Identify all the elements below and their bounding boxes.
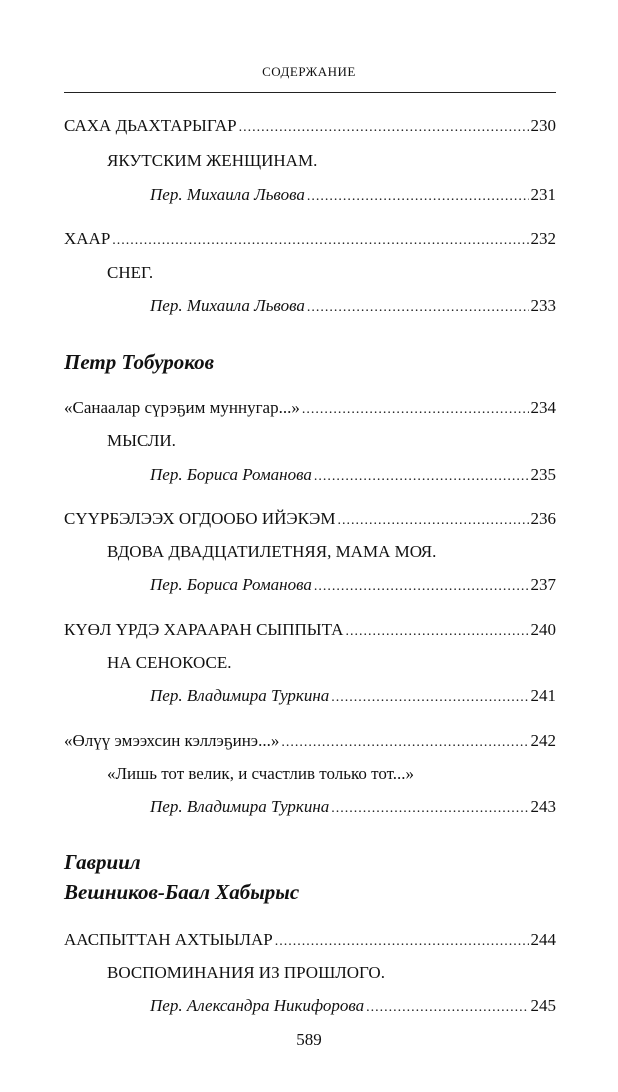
dot-leader xyxy=(314,579,529,595)
toc-translation-title xyxy=(107,431,556,455)
toc-translator-entry xyxy=(150,185,556,209)
entry-title: ВДОВА ДВАДЦАТИЛЕТНЯЯ, МАМА МОЯ. xyxy=(107,542,437,561)
toc-entry xyxy=(64,398,556,422)
dot-leader xyxy=(307,189,529,205)
toc-translation-title xyxy=(107,963,556,987)
toc-translator-entry xyxy=(150,797,556,821)
entry-title: ААСПЫТТАН АХТЫЫЛАР xyxy=(64,930,273,949)
entry-title: «Санаалар сүрэҕим муннугар...» xyxy=(64,398,300,417)
page-number: 233 xyxy=(530,296,556,315)
page-number: 237 xyxy=(530,575,556,594)
running-header: СОДЕРЖАНИЕ xyxy=(262,64,356,79)
toc-translator-entry xyxy=(150,296,556,320)
translator-credit: Пер. Владимира Туркина xyxy=(150,797,330,816)
page-folio: 589 xyxy=(296,1030,322,1049)
page-number: 235 xyxy=(530,465,556,484)
page-number: 241 xyxy=(530,686,556,705)
translator-credit: Пер. Михаила Львова xyxy=(150,296,305,315)
entry-title: НА СЕНОКОСЕ. xyxy=(107,653,232,672)
entry-title: ХААР xyxy=(64,229,111,248)
dot-leader xyxy=(275,934,529,950)
toc-translator-entry xyxy=(150,575,556,599)
toc-entry xyxy=(64,116,556,140)
dot-leader xyxy=(331,690,528,706)
dot-leader xyxy=(281,735,528,751)
translator-credit: Пер. Александра Никифорова xyxy=(150,996,365,1015)
entry-title: КҮӨЛ ҮРДЭ ХАРААРАН СЫППЫТА xyxy=(64,620,344,639)
toc-translation-title xyxy=(107,542,556,566)
translator-credit: Пер. Михаила Львова xyxy=(150,185,305,204)
toc-translation-title xyxy=(107,263,556,287)
dot-leader xyxy=(314,469,529,485)
entry-title: ЯКУТСКИМ ЖЕНЩИНАМ. xyxy=(107,151,318,170)
dot-leader xyxy=(112,233,528,249)
page-number: 245 xyxy=(530,996,556,1015)
translator-credit: Пер. Владимира Туркина xyxy=(150,686,330,705)
page-number: 231 xyxy=(530,185,556,204)
toc-translation-title xyxy=(107,764,556,788)
entry-title: СҮҮРБЭЛЭЭХ ОГДООБО ИЙЭКЭМ xyxy=(64,509,336,528)
translator-credit: Пер. Бориса Романова xyxy=(150,575,312,594)
dot-leader xyxy=(239,120,529,136)
toc-entry xyxy=(64,509,556,533)
author-heading-line-2: Вешников-Баал Хабырыс xyxy=(64,880,300,904)
page-number: 240 xyxy=(530,620,556,639)
page-number: 236 xyxy=(530,509,556,528)
header-rule xyxy=(64,92,556,93)
page-number: 232 xyxy=(530,229,556,248)
entry-title: «Лишь тот велик, и счастлив только тот...» xyxy=(107,764,414,783)
entry-title: ВОСПОМИНАНИЯ ИЗ ПРОШЛОГО. xyxy=(107,963,385,982)
toc-translator-entry xyxy=(150,996,556,1020)
toc-translation-title xyxy=(107,653,556,677)
toc-translation-title xyxy=(107,151,556,175)
entry-title: СНЕГ. xyxy=(107,263,154,282)
page-number: 234 xyxy=(530,398,556,417)
dot-leader xyxy=(345,624,528,640)
author-heading: Петр Тобуроков xyxy=(64,350,215,374)
entry-title: МЫСЛИ. xyxy=(107,431,176,450)
page-number: 242 xyxy=(530,731,556,750)
page-number: 244 xyxy=(530,930,556,949)
toc-entry xyxy=(64,731,556,755)
toc-entry xyxy=(64,620,556,644)
dot-leader xyxy=(366,1000,528,1016)
translator-credit: Пер. Бориса Романова xyxy=(150,465,312,484)
toc-entry xyxy=(64,930,556,954)
dot-leader xyxy=(302,402,529,418)
toc-translator-entry xyxy=(150,465,556,489)
toc-translator-entry xyxy=(150,686,556,710)
entry-title: САХА ДЬАХТАРЫГАР xyxy=(64,116,237,135)
dot-leader xyxy=(331,801,528,817)
toc-entry xyxy=(64,229,556,253)
page-number: 243 xyxy=(530,797,556,816)
entry-title: «Өлүү эмээхсин кэллэҕинэ...» xyxy=(64,731,280,750)
author-heading-line-1: Гавриил xyxy=(64,850,141,874)
page-number: 230 xyxy=(530,116,556,135)
dot-leader xyxy=(307,300,529,316)
dot-leader xyxy=(338,513,529,529)
